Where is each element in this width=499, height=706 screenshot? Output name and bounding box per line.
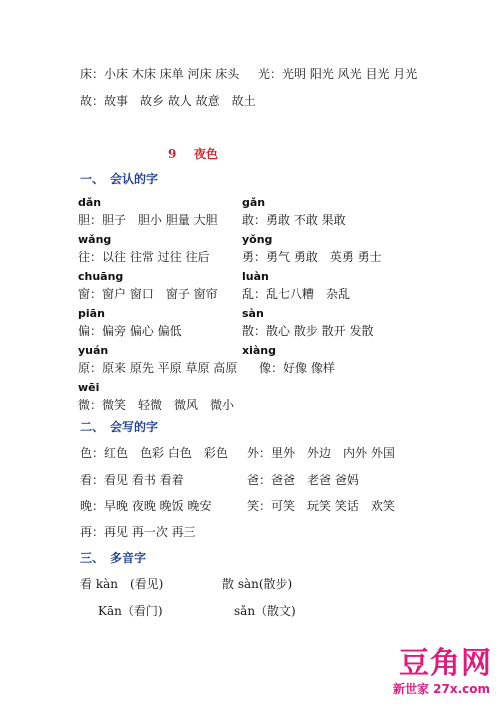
entry-zai: 再：再见 再一次 再三	[80, 525, 196, 539]
entry-gan: 敢：勇敢 不敢 果敢	[242, 213, 346, 227]
line-chuang: 床：小床 木床 床单 河床 床头	[80, 67, 240, 81]
pinyin-gan: gǎn	[242, 196, 266, 209]
entry-kan-reading: 看 kàn (看见)	[80, 577, 164, 591]
entry-yuan: 原：原来 原先 平原 草原 高原	[78, 361, 238, 375]
pinyin-yong: yǒng	[242, 233, 273, 246]
pinyin-chuang: chuāng	[78, 270, 124, 283]
lesson-number: 9	[168, 147, 177, 161]
entry-san-reading: 散 sàn(散步)	[222, 577, 293, 591]
entry-xiao: 笑：可笑 玩笑 笑话 欢笑	[247, 499, 395, 513]
lesson-title: 夜色	[194, 147, 219, 161]
entry-ba: 爸：爸爸 老爸 爸妈	[247, 473, 359, 487]
pinyin-luan: luàn	[242, 270, 269, 283]
watermark-logo	[366, 647, 496, 695]
pinyin-wei: wēi	[78, 381, 100, 394]
entry-dan: 胆：胆子 胆小 胆量 大胆	[78, 213, 218, 227]
pinyin-pian: piān	[78, 307, 105, 320]
entry-wan: 晚：早晚 夜晚 晚饭 晚安	[80, 499, 212, 513]
entry-chuang: 窗：窗户 窗口 窗子 窗帘	[78, 287, 218, 301]
watermark-site: 新世家 27x.com	[392, 682, 490, 696]
section1-heading: 一、 会认的字	[80, 172, 159, 186]
pinyin-xiang: xiàng	[242, 344, 276, 357]
entry-pian: 偏：偏旁 偏心 偏低	[78, 324, 182, 338]
line-gu: 故：故事 故乡 故人 故意 故土	[80, 94, 256, 108]
entry-kan: 看：看见 看书 看着	[80, 473, 184, 487]
entry-yong: 勇：勇气 勇敢 英勇 勇士	[242, 250, 382, 264]
line-guang: 光：光明 阳光 风光 目光 月光	[258, 67, 418, 81]
section3-heading: 三、 多音字	[80, 551, 147, 565]
entry-se: 色：红色 色彩 白色 彩色	[80, 446, 228, 460]
entry-wei: 微：微笑 轻微 微风 微小	[78, 398, 235, 412]
pinyin-dan: dǎn	[78, 196, 102, 209]
entry-san-alt: sǎn（散文)	[234, 604, 296, 618]
entry-wang: 往：以往 往常 过往 往后	[78, 250, 210, 264]
entry-wai: 外：里外 外边 内外 外国	[247, 446, 395, 460]
entry-luan: 乱：乱七八糟 杂乱	[242, 287, 351, 301]
pinyin-san: sàn	[242, 307, 264, 320]
section2-heading: 二、 会写的字	[80, 420, 159, 434]
entry-kan-alt: Kān（看门)	[98, 604, 163, 618]
entry-san: 散：散心 散步 散开 发散	[242, 324, 374, 338]
watermark-brand: 豆角网	[399, 646, 492, 681]
pinyin-wang: wǎng	[78, 233, 112, 246]
pinyin-yuan: yuán	[78, 344, 109, 357]
entry-xiang: 像：好像 像样	[259, 361, 335, 375]
